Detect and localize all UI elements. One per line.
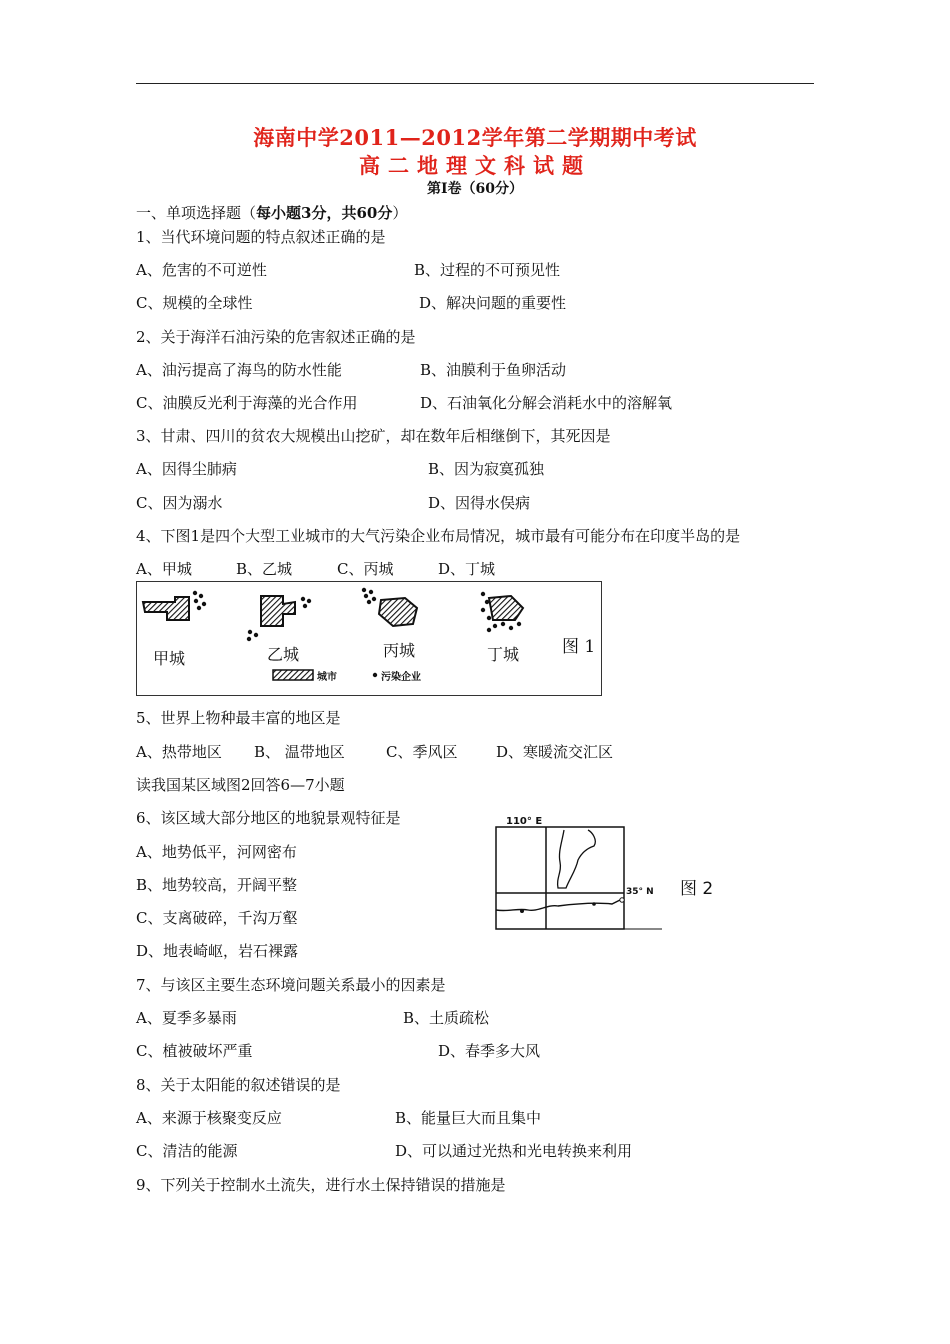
q6-stem: 6、该区域大部分地区的地貌景观特征是 [136,809,401,827]
q4-option-a: A、甲城 [136,560,192,578]
city-bing-label: 丙城 [383,641,416,660]
city-bing-shape [379,598,417,626]
river-north-bend [558,830,596,888]
q1-option-d: D、解决问题的重要性 [419,294,567,312]
city-jia-pollution [193,591,206,610]
city-ding-shape [489,596,523,620]
header-rule [136,83,814,84]
city-jia-shape [143,597,189,620]
q2-option-a: A、油污提高了海鸟的防水性能 [136,361,342,379]
q1-stem: 1、当代环境问题的特点叙述正确的是 [136,228,386,246]
figure-2 [494,818,662,931]
q6-option-c: C、支离破碎，千沟万壑 [136,909,298,927]
q7-option-a: A、夏季多暴雨 [136,1009,237,1027]
q2-stem: 2、关于海洋石油污染的危害叙述正确的是 [136,328,416,346]
section-heading: 第Ⅰ卷（60分） [426,181,524,197]
q3-stem: 3、甘肃、四川的贫农大规模出山挖矿，却在数年后相继倒下，其死因是 [136,427,611,445]
legend-pollution-dot [373,673,377,677]
legend-city-label: 城市 [317,672,337,683]
figure-2-label: 图 2 [680,879,714,899]
figure-1 [136,581,602,696]
q6-option-d: D、地表崎岖，岩石裸露 [136,942,299,960]
q1-option-a: A、危害的不可逆性 [136,261,267,279]
intro-6-7: 读我国某区域图2回答6—7小题 [136,776,345,794]
city-yi-label: 乙城 [267,645,300,664]
q8-option-c: C、清洁的能源 [136,1142,238,1160]
figure-1-graphic [137,582,601,695]
city-jia-label: 甲城 [153,649,186,668]
q8-option-b: B、能量巨大而且集中 [395,1109,542,1127]
q3-option-d: D、因得水俣病 [428,494,531,512]
q2-option-b: B、油膜利于鱼卵活动 [420,361,567,379]
q5-stem: 5、世界上物种最丰富的地区是 [136,709,341,727]
part-heading: 一、单项选择题（每小题3分，共60分） [136,204,408,222]
q7-stem: 7、与该区主要生态环境问题关系最小的因素是 [136,976,446,994]
q7-option-c: C、植被破坏严重 [136,1042,253,1060]
q3-option-c: C、因为溺水 [136,494,223,512]
q4-option-c: C、丙城 [337,560,394,578]
legend-city-swatch [273,670,313,680]
legend-pollution-label: 污染企业 [381,672,421,683]
q6-option-a: A、地势低平，河网密布 [136,843,297,861]
q5-option-b: B、 温带地区 [254,743,345,761]
longitude-label: 110° E [506,816,543,827]
latitude-label: 35° N [626,887,654,897]
q5-option-c: C、季风区 [386,743,458,761]
river-wei [496,898,624,911]
q8-stem: 8、关于太阳能的叙述错误的是 [136,1076,341,1094]
city-ding-label: 丁城 [487,645,520,664]
q7-option-d: D、春季多大风 [438,1042,541,1060]
q6-option-b: B、地势较高，开阔平整 [136,876,298,894]
exam-title: 海南中学2011—2012学年第二学期期中考试 [253,125,697,150]
q3-option-a: A、因得尘肺病 [136,460,237,478]
figure-1-label: 图 1 [562,637,596,657]
q1-option-c: C、规模的全球性 [136,294,253,312]
q9-stem: 9、下列关于控制水土流失，进行水土保持错误的措施是 [136,1176,506,1194]
q4-stem: 4、下图1是四个大型工业城市的大气污染企业布局情况，城市最有可能分布在印度半岛的是 [136,527,741,545]
q2-option-d: D、石油氧化分解会消耗水中的溶解氧 [420,394,673,412]
q2-option-c: C、油膜反光利于海藻的光合作用 [136,394,358,412]
figure-2-map [494,818,662,931]
q8-option-d: D、可以通过光热和光电转换来利用 [395,1142,633,1160]
q5-option-a: A、热带地区 [136,743,222,761]
q4-option-d: D、丁城 [438,560,496,578]
q8-option-a: A、来源于核聚变反应 [136,1109,282,1127]
q7-option-b: B、土质疏松 [403,1009,490,1027]
q5-option-d: D、寒暖流交汇区 [496,743,614,761]
q1-option-b: B、过程的不可预见性 [414,261,561,279]
q3-option-b: B、因为寂寞孤独 [428,460,545,478]
city-bing-pollution [362,588,376,604]
exam-subtitle: 高二地理文科试题 [359,153,591,178]
city-yi-shape [261,596,295,626]
q4-option-b: B、乙城 [236,560,293,578]
